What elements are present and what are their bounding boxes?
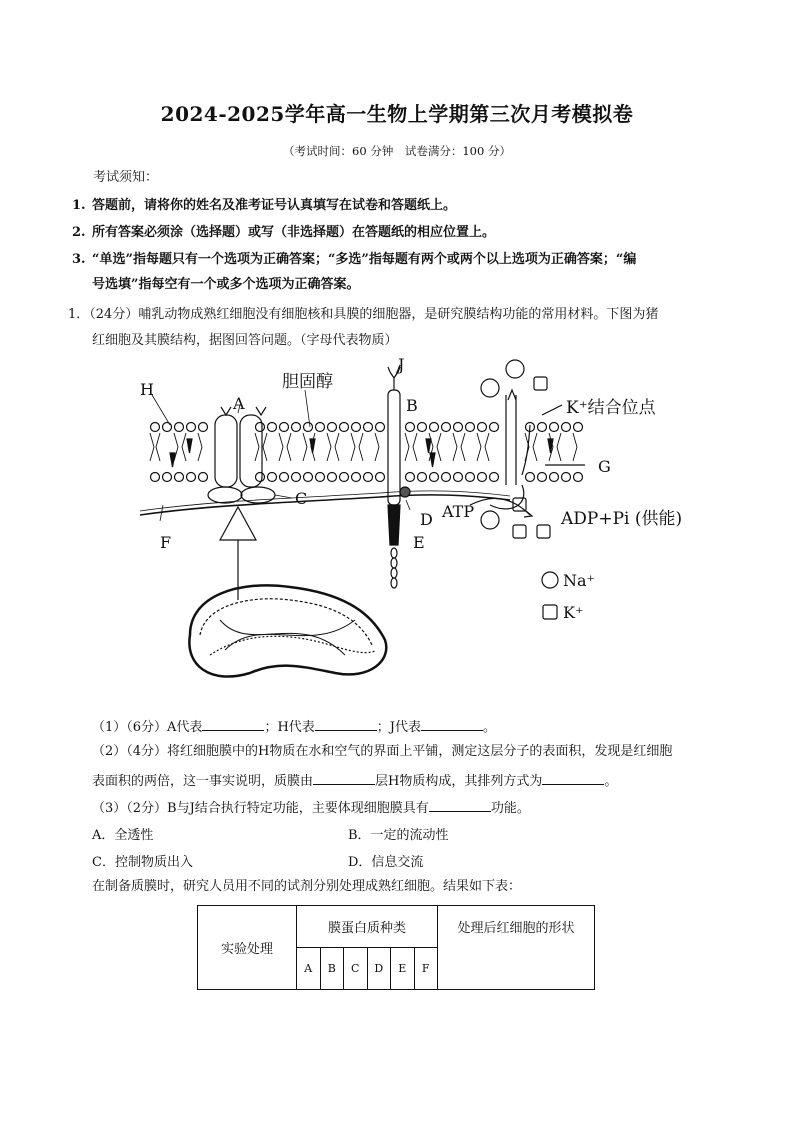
answer-blank-h[interactable] [315,716,377,731]
legend-na-icon [542,572,558,588]
sub1-mid2: ；J代表 [376,720,421,735]
na-ion [506,360,524,378]
protein-col-c: C [344,948,368,990]
cholesterol-marks [170,439,553,467]
lipid-tails [150,433,577,461]
header-cell-shape: 处理后红细胞的形状 [438,906,595,990]
legend-na-label: Na⁺ [563,571,595,590]
label-h: H [140,380,154,399]
question-stem-line: （24分）哺乳动物成熟红细胞没有细胞核和具膜的细胞器，是研究膜结构功能的常用材料。下图为猪 [89,307,659,322]
question-number: 1． [68,307,90,322]
protein-d [400,487,410,497]
table-intro: 在制备质膜时，研究人员用不同的试剂分别处理成熟红细胞。结果如下表： [92,879,522,894]
label-adp: ADP+Pi (供能) [561,509,683,529]
protein-col-a: A [297,948,321,990]
label-g: G [598,457,611,476]
answer-blank-a[interactable] [202,716,264,731]
na-ion [481,379,499,397]
answer-blank-arrangement[interactable] [542,770,604,785]
label-j: J [398,355,405,374]
na-ion [481,511,499,529]
option-a[interactable]: A．全透性 [92,828,154,843]
sub-question-1 [92,716,496,737]
header-protein-types: 膜蛋白质种类 [297,906,438,948]
notice-item-num: 3. [72,252,86,267]
protein-col-e: E [391,948,415,990]
sub-question-3 [92,797,530,818]
option-c[interactable]: C．控制物质出入 [92,855,193,870]
legend-k-label: K⁺ [563,603,584,622]
exam-info: （考试时间：60 分钟 试卷满分：100 分） [283,144,511,158]
channel-protein-a [215,407,266,487]
notice-heading: 考试须知： [93,170,159,185]
answer-blank-j[interactable] [421,716,483,731]
header-treatment: 实验处理 [198,906,297,990]
label-cholesterol: 胆固醇 [282,372,333,392]
sub2-end: 。 [604,774,618,789]
protein-col-f: F [414,948,438,990]
notice-item-text: 所有答案必须涂（选择题）或写（非选择题）在答题纸的相应位置上。 [92,225,496,240]
question-1-stem [68,306,658,324]
notice-item-2 [72,224,495,242]
label-c: C [295,489,308,508]
notice-item-text: “单选”指每题只有一个选项为正确答案；“多选”指每题有两个或两个以上选项为正确答案；“编 [92,252,637,267]
sub-question-2-cont [92,770,617,791]
label-f: F [160,533,172,552]
question-1-stem-cont: 红细胞及其膜结构，据图回答问题。（字母代表物质） [92,333,398,348]
label-atp: ATP [442,502,475,521]
sub1-mid1: ；H代表 [264,720,315,735]
red-blood-cell [189,585,386,676]
answer-blank-function[interactable] [429,797,491,812]
membrane-diagram [130,355,690,700]
experiment-table [197,905,595,990]
receptor-protein-b [388,365,400,505]
sub1-end: 。 [483,720,497,735]
label-d: D [420,510,433,529]
notice-item-3 [72,251,636,269]
label-e: E [413,533,425,552]
sub2-mid: 层H物质构成，其排列方式为 [375,774,543,789]
option-b[interactable]: B．一定的流动性 [348,828,449,843]
na-k-pump [490,390,530,509]
protein-e-chain [388,505,400,588]
sub-question-2: （2）（4分）将红细胞膜中的H物质在水和空气的界面上平铺，测定这层分子的表面积，发现是红细胞 [92,744,673,759]
label-b: B [406,396,418,415]
answer-blank-layers[interactable] [313,770,375,785]
notice-item-3-cont: 号选填”指每空有一个或多个选项为正确答案。 [92,277,360,292]
sub2-prefix: 表面积的两倍，这一事实说明，质膜由 [92,774,314,789]
sub3-prefix: （3）（2分）B与J结合执行特定功能，主要体现细胞膜具有 [92,801,429,816]
notice-item-num: 1. [72,198,86,213]
notice-item-text: 答题前，请将你的姓名及准考证号认真填写在试卷和答题纸上。 [92,198,457,213]
k-ion [513,525,526,538]
option-d[interactable]: D．信息交流 [348,855,424,870]
sub3-end: 功能。 [490,801,530,816]
label-k-site: K⁺结合位点 [566,398,656,418]
legend-k-icon [543,605,557,619]
k-ion [537,525,550,538]
protein-col-d: D [367,948,391,990]
pointer-line [542,405,562,415]
atp-arrow [470,498,530,515]
peripheral-protein-c [208,487,242,503]
page-title: 2024-2025学年高一生物上学期第三次月考模拟卷 [160,102,634,126]
sub1-prefix: （1）（6分）A代表 [92,720,203,735]
notice-item-num: 2. [72,225,86,240]
k-ion [534,377,547,390]
notice-item-1 [72,197,456,215]
protein-col-b: B [320,948,344,990]
label-a: A [233,394,245,413]
